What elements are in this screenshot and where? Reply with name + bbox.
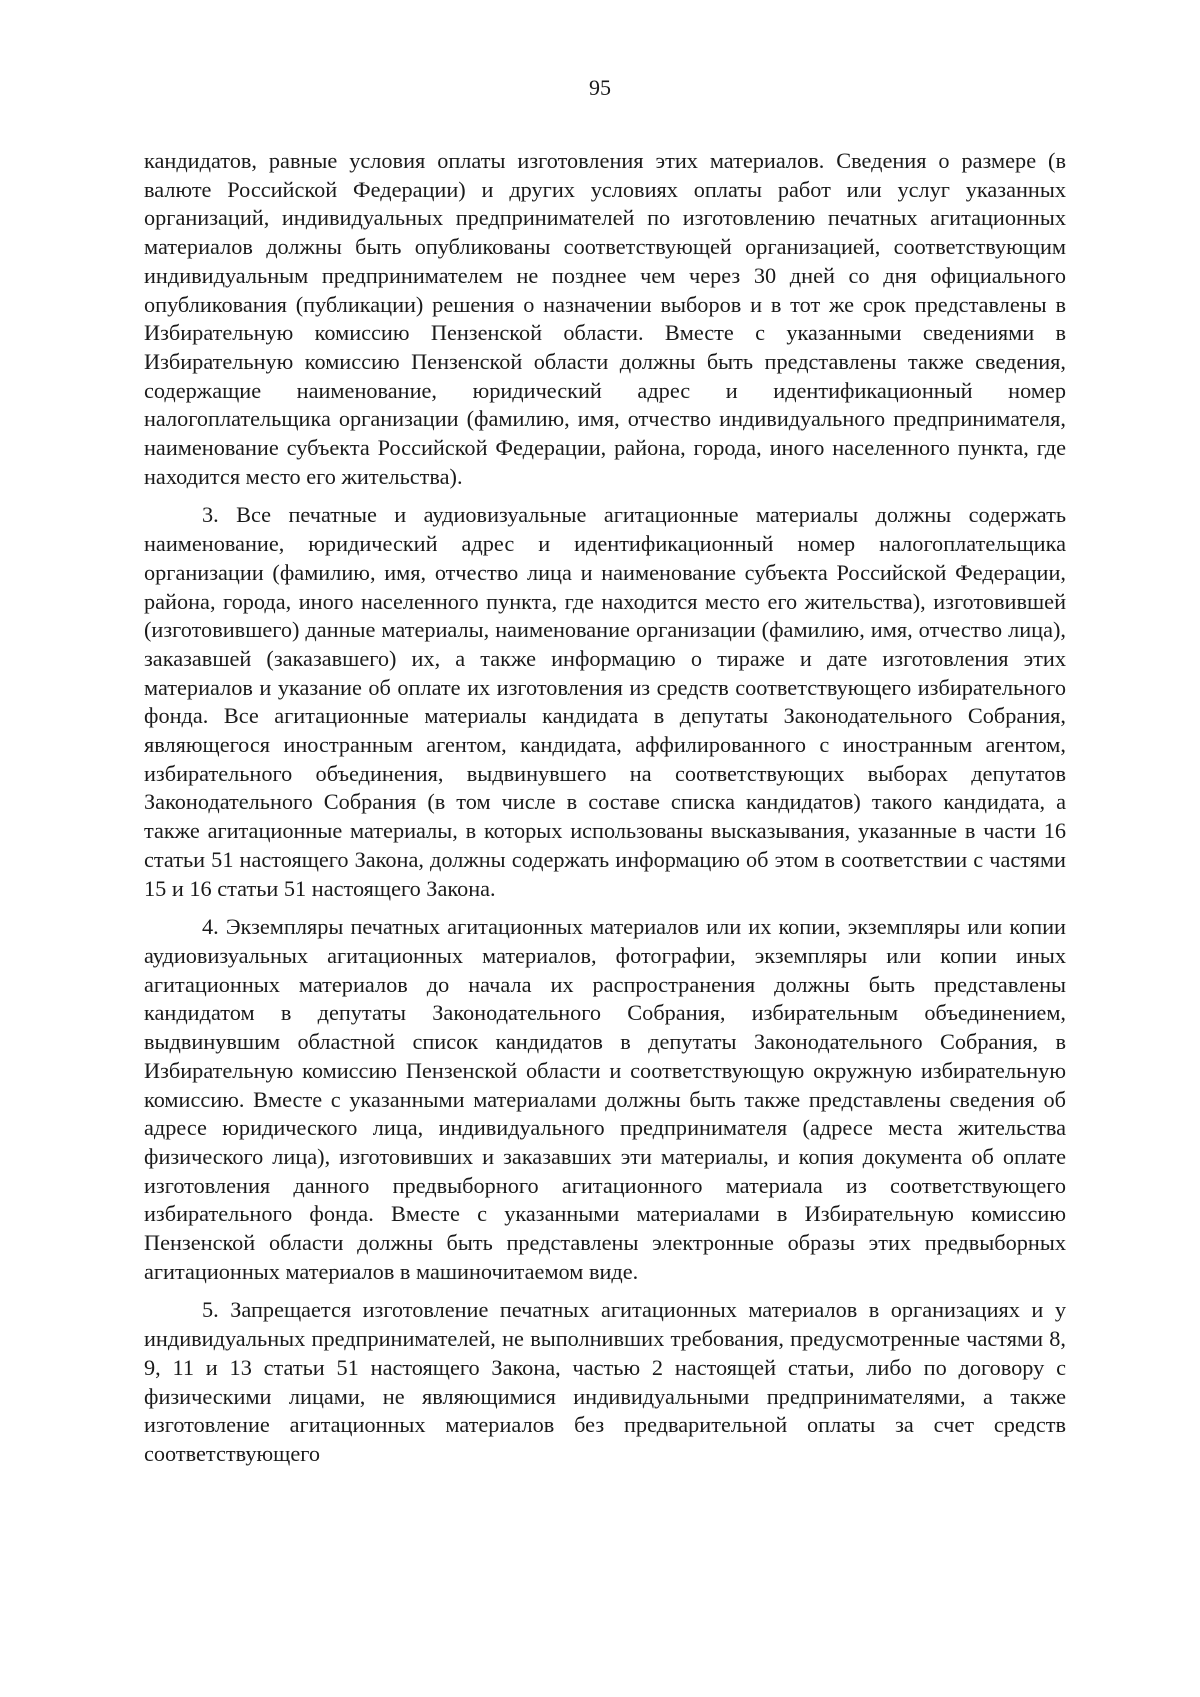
paragraph-item-5: 5. Запрещается изготовление печатных агитационных материалов в организациях и у индивидуальных предпринимателей, не выполнивших требования, предусмотренные частями 8, 9, 11 и 13 статьи 51 настоящего Закона, частью 2 настоящей статьи, либо по договору с физическими лицами, не являющимися индивидуальными предпринимателями, а также изготовление агитационных материалов без предварительной оплаты за счет средств соответствующего — [144, 1297, 1066, 1466]
page-number: 95 — [589, 75, 611, 100]
paragraph-item-3: 3. Все печатные и аудиовизуальные агитационные материалы должны содержать наименование, юридический адрес и идентификационный номер налогоплательщика организации (фамилию, имя, отчество лица и наименование субъекта Российской Федерации, района, города, иного населенного пункта, где находится место его жительства), изготовившей (изготовившего) данные материалы, наименование организации (фамилию, имя, отчество лица), заказавшей (заказавшего) их, а также информацию о тираже и дате изготовления этих материалов и указание об оплате их изготовления из средств соответствующего избирательного фонда. Все агитационные материалы кандидата в депутаты Законодательного Собрания, являющегося иностранным агентом, кандидата, аффилированного с иностранным агентом, избирательного объединения, выдвинувшего на соответствующих выборах депутатов Законодательного Собрания (в том числе в составе списка кандидатов) такого кандидата, а также агитационные материалы, в которых использованы высказывания, указанные в части 16 статьи 51 настоящего Закона, должны содержать информацию об этом в соответствии с частями 15 и 16 статьи 51 настоящего Закона. — [144, 502, 1066, 901]
document-body — [144, 147, 1066, 1469]
paragraph-continuation: кандидатов, равные условия оплаты изготовления этих материалов. Сведения о размере (в валюте Российской Федерации) и других условиях оплаты работ или услуг указанных организаций, индивидуальных предпринимателей по изготовлению печатных агитационных материалов должны быть опубликованы соответствующей организацией, соответствующим индивидуальным предпринимателем не позднее чем через 30 дней со дня официального опубликования (публикации) решения о назначении выборов и в тот же срок представлены в Избирательную комиссию Пензенской области. Вместе с указанными сведениями в Избирательную комиссию Пензенской области должны быть представлены также сведения, содержащие наименование, юридический адрес и идентификационный номер налогоплательщика организации (фамилию, имя, отчество индивидуального предпринимателя, наименование субъекта Российской Федерации, района, города, иного населенного пункта, где находится место его жительства). — [144, 148, 1066, 489]
paragraph-item-4: 4. Экземпляры печатных агитационных материалов или их копии, экземпляры или копии аудиовизуальных агитационных материалов, фотографии, экземпляры или копии иных агитационных материалов до начала их распространения должны быть представлены кандидатом в депутаты Законодательного Собрания, избирательным объединением, выдвинувшим областной список кандидатов в депутаты Законодательного Собрания, в Избирательную комиссию Пензенской области и соответствующую окружную избирательную комиссию. Вместе с указанными материалами должны быть также представлены сведения об адресе юридического лица, индивидуального предпринимателя (адресе места жительства физического лица), изготовивших и заказавших эти материалы, и копия документа об оплате изготовления данного предвыборного агитационного материала из соответствующего избирательного фонда. Вместе с указанными материалами в Избирательную комиссию Пензенской области должны быть представлены электронные образы этих предвыборных агитационных материалов в машиночитаемом виде. — [144, 914, 1066, 1284]
